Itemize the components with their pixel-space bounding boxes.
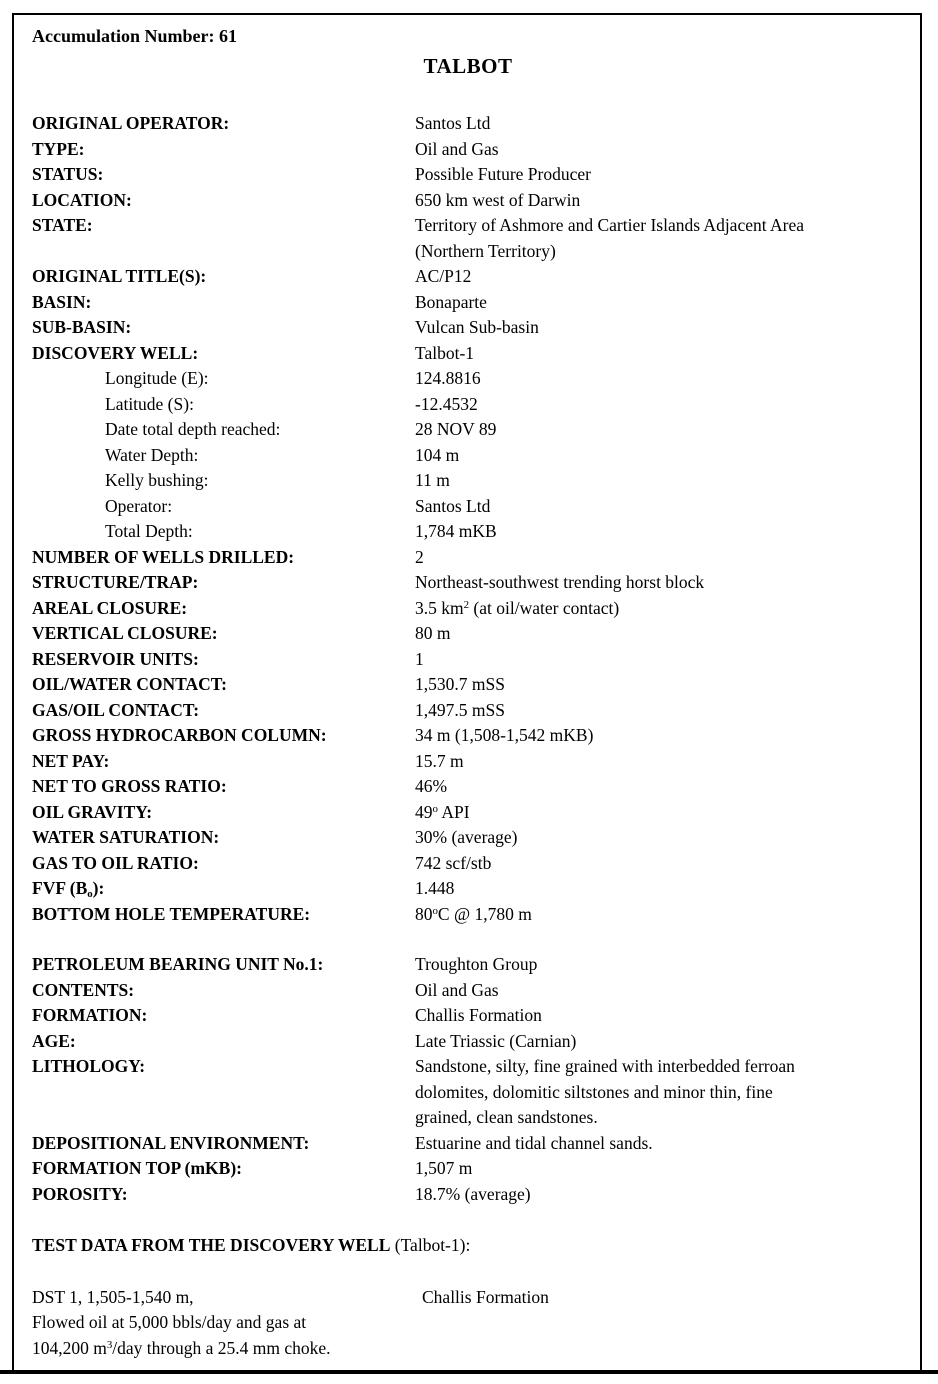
field-label: POROSITY:: [32, 1183, 128, 1204]
field-value: 28 NOV 89: [415, 419, 497, 439]
document-sheet: [12, 13, 922, 1374]
field-row: [32, 392, 904, 418]
field-value: 124.8816: [415, 368, 481, 388]
field-row: [32, 749, 904, 775]
field-label: STRUCTURE/TRAP:: [32, 572, 199, 592]
field-label: WATER SATURATION:: [32, 827, 220, 847]
field-label: OIL/WATER CONTACT:: [32, 674, 227, 694]
field-value: Santos Ltd: [415, 113, 491, 133]
field-value: 80 m: [415, 623, 451, 643]
field-label: LITHOLOGY:: [32, 1056, 146, 1076]
field-value: 18.7% (average): [415, 1183, 531, 1204]
field-label: BOTTOM HOLE TEMPERATURE:: [32, 903, 311, 924]
field-row: [32, 621, 904, 647]
field-row: [32, 213, 904, 264]
field-label: DEPOSITIONAL ENVIRONMENT:: [32, 1132, 310, 1153]
field-label: STATE:: [32, 215, 93, 235]
field-value: 11 m: [415, 470, 450, 490]
field-row: [32, 774, 904, 800]
field-row: [32, 188, 904, 214]
field-value: Challis Formation: [415, 1005, 542, 1025]
field-label: BASIN:: [32, 291, 92, 312]
field-label: ORIGINAL OPERATOR:: [32, 113, 230, 133]
field-value: 742 scf/stb: [415, 852, 492, 873]
field-row: [32, 952, 904, 978]
field-label: FORMATION:: [32, 1005, 148, 1025]
field-value: Oil and Gas: [415, 979, 499, 1000]
field-row: [32, 111, 904, 137]
field-value: Possible Future Producer: [415, 164, 591, 184]
field-value: Bonaparte: [415, 291, 487, 312]
field-label: Operator:: [105, 495, 173, 516]
test-data-heading-bold: TEST DATA FROM THE DISCOVERY WELL: [32, 1235, 391, 1255]
field-row: [32, 723, 904, 749]
field-value: 1,507 m: [415, 1158, 473, 1178]
field-label: AGE:: [32, 1030, 76, 1051]
field-label: FORMATION TOP (mKB):: [32, 1158, 242, 1178]
field-row: [32, 162, 904, 188]
bottom-border-rule: [0, 1370, 938, 1374]
field-value: 46%: [415, 776, 448, 796]
field-value: Territory of Ashmore and Cartier Islands Adjacent Area (Northern Territory): [415, 215, 804, 261]
field-row: [32, 851, 904, 877]
field-row: [32, 341, 904, 367]
field-label: GROSS HYDROCARBON COLUMN:: [32, 725, 327, 745]
field-label: GAS TO OIL RATIO:: [32, 852, 199, 873]
field-label: FVF $(B_o)$:: [32, 878, 105, 900]
field-label: ORIGINAL TITLE(S):: [32, 266, 207, 286]
field-value: 30% (average): [415, 827, 518, 847]
field-row: [32, 1054, 904, 1131]
test-row: [32, 1285, 904, 1362]
field-value: 1: [415, 648, 424, 669]
field-row: [32, 494, 904, 520]
test-formation: Challis Formation: [422, 1286, 549, 1307]
field-label: AREAL CLOSURE:: [32, 597, 188, 618]
field-label: Water Depth:: [105, 444, 199, 465]
field-label: OIL GRAVITY:: [32, 801, 153, 822]
field-row: [32, 315, 904, 341]
field-row: [32, 570, 904, 596]
field-value: 1,784 mKB: [415, 521, 497, 541]
field-value: 1,497.5 mSS: [415, 699, 505, 720]
test-data-heading: [32, 1233, 904, 1259]
field-label: Kelly bushing:: [105, 470, 209, 490]
test-description: DST 1, 1,505-1,540 m, Flowed oil at 5,000 bbls/day and gas at 104,200 $m^3$/day through a 25.4 mm choke.: [32, 1286, 331, 1358]
field-value: Late Triassic (Carnian): [415, 1030, 577, 1051]
field-row: [32, 264, 904, 290]
field-row: [32, 1029, 904, 1055]
field-row: [32, 647, 904, 673]
field-row: [32, 290, 904, 316]
field-row: [32, 800, 904, 826]
field-value: Sandstone, silty, fine grained with interbedded ferroan dolomites, dolomitic siltstones and minor thin, fine grained, clean sandstones.: [415, 1056, 795, 1127]
fields-list: [32, 111, 904, 1207]
field-value: 1,530.7 mSS: [415, 674, 505, 694]
field-row: [32, 1003, 904, 1029]
field-value: 104 m: [415, 444, 460, 465]
field-row: [32, 596, 904, 622]
field-value: AC/P12: [415, 266, 472, 286]
field-label: Latitude (S):: [105, 393, 194, 414]
field-label: Date total depth reached:: [105, 419, 281, 439]
field-label: DISCOVERY WELL:: [32, 342, 199, 363]
field-value: Northeast-southwest trending horst block: [415, 572, 705, 592]
field-label: Longitude (E):: [105, 368, 209, 388]
field-row: [32, 1156, 904, 1182]
field-row: [32, 876, 904, 902]
test-data-heading-rest: (Talbot-1):: [390, 1235, 471, 1255]
page-title: TALBOT: [423, 54, 513, 78]
field-value: 34 m (1,508-1,542 mKB): [415, 725, 594, 745]
field-label: NET PAY:: [32, 750, 110, 771]
tests-list: [32, 1285, 904, 1362]
field-value: Santos Ltd: [415, 495, 491, 516]
field-label: VERTICAL CLOSURE:: [32, 623, 218, 643]
field-label: TYPE:: [32, 138, 85, 159]
field-label: CONTENTS:: [32, 979, 135, 1000]
field-row: [32, 1182, 904, 1208]
field-row: [32, 672, 904, 698]
field-value: 15.7 m: [415, 750, 464, 771]
field-row: [32, 366, 904, 392]
field-label: SUB-BASIN:: [32, 317, 132, 337]
field-row: [32, 468, 904, 494]
field-label: RESERVOIR UNITS:: [32, 648, 199, 669]
field-value: Talbot-1: [415, 342, 475, 363]
field-value: 650 km west of Darwin: [415, 189, 581, 210]
field-value: 3.5 $km^2$ (at oil/water contact): [415, 597, 620, 618]
field-row: [32, 137, 904, 163]
field-value: 49$^o$ API: [415, 801, 470, 822]
field-label: GAS/OIL CONTACT:: [32, 699, 200, 720]
field-value: Oil and Gas: [415, 138, 499, 159]
field-label: NUMBER OF WELLS DRILLED:: [32, 546, 295, 567]
field-value: Troughton Group: [415, 954, 538, 974]
field-label: LOCATION:: [32, 189, 132, 210]
field-value: 2: [415, 546, 424, 567]
field-row: [32, 1131, 904, 1157]
field-row: [32, 698, 904, 724]
field-row: [32, 519, 904, 545]
field-row: [32, 545, 904, 571]
field-label: Total Depth:: [105, 521, 193, 541]
field-label: PETROLEUM BEARING UNIT No.1:: [32, 954, 324, 974]
accumulation-number: Accumulation Number: 61: [32, 26, 237, 46]
field-row: [32, 443, 904, 469]
field-label: STATUS:: [32, 164, 104, 184]
field-label: NET TO GROSS RATIO:: [32, 776, 227, 796]
field-value: Vulcan Sub-basin: [415, 317, 539, 337]
field-row: [32, 417, 904, 443]
field-value: 80$^o$C @ 1,780 m: [415, 903, 532, 924]
field-row: [32, 825, 904, 851]
field-value: 1.448: [415, 878, 455, 898]
field-value: -12.4532: [415, 393, 478, 414]
field-row: [32, 978, 904, 1004]
field-row: [32, 902, 904, 928]
field-value: Estuarine and tidal channel sands.: [415, 1132, 653, 1153]
